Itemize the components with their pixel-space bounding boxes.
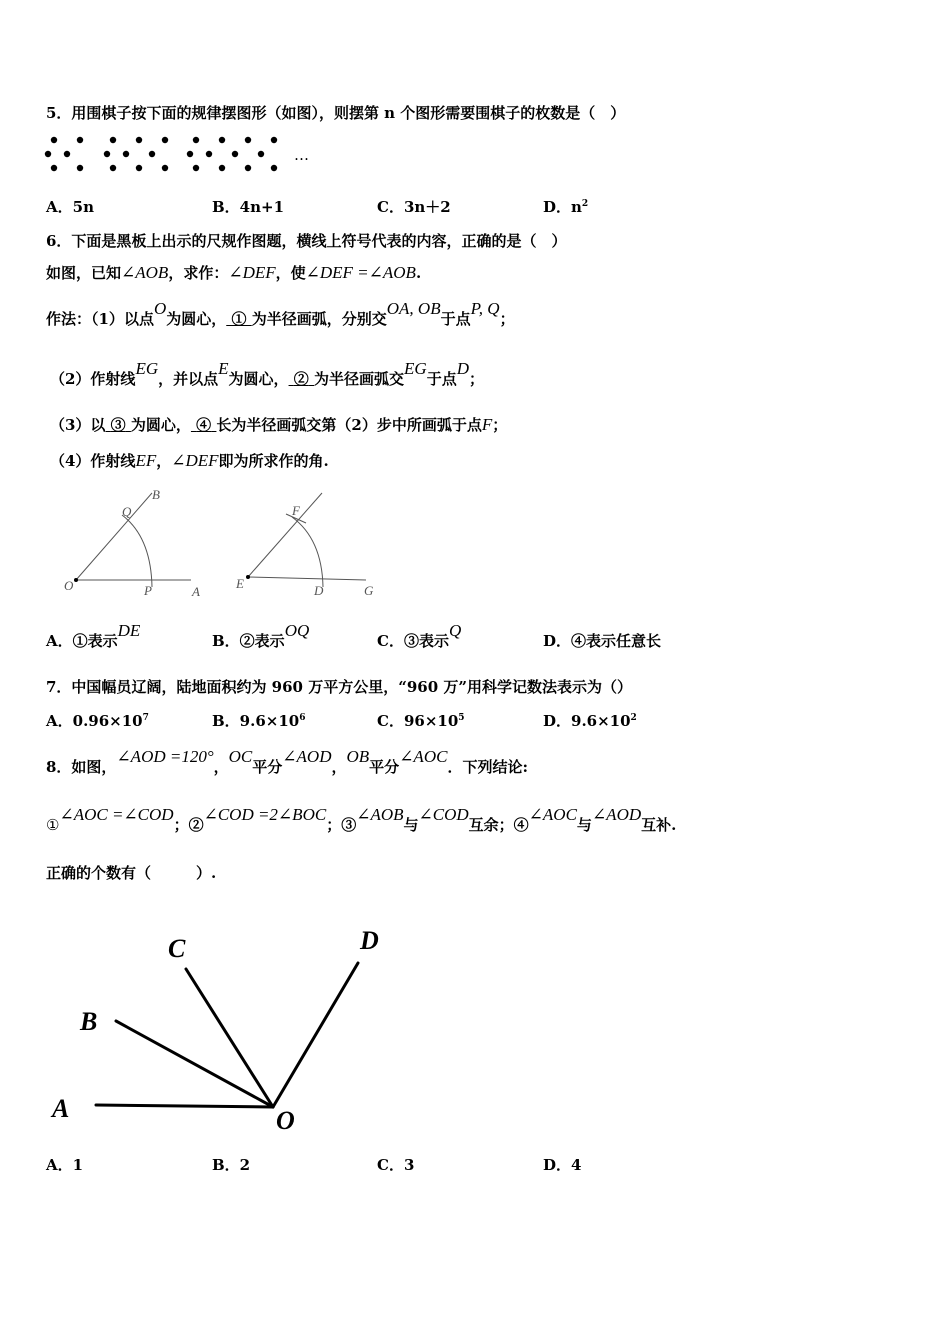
q6-given-mid2: ，使 (275, 264, 306, 282)
q6-step3-a: （3）以 (50, 416, 106, 434)
q6-option-c-math: Q (448, 621, 462, 640)
q7-option-d-text: D．9.6×10 (543, 712, 631, 730)
q8-label-d: D (360, 926, 379, 955)
q6-given-mid: ，求作： (168, 264, 229, 282)
q7-option-a-text: A．0.96×10 (46, 712, 143, 730)
q6-point-o (74, 578, 78, 582)
q8-label-a: A (52, 1094, 70, 1123)
q6-option-a-math: DE (117, 621, 141, 640)
q6-step3-c: 长为半径画弧交第（2）步中所画弧于点 (216, 416, 482, 434)
q8-option-d: D．4 (543, 1156, 582, 1174)
q8-comma2: ， (331, 758, 347, 776)
q8-sep2: ；③ (326, 816, 357, 834)
q6-blank1 (226, 310, 251, 328)
q6-blank4 (191, 416, 216, 434)
q8-c1-num: ① (46, 816, 60, 834)
q6-step4 (50, 450, 329, 471)
q6-option-d: D．④表示任意长 (543, 632, 662, 650)
q6-label-p: P (144, 583, 152, 598)
q6-step2-b: ，并以点 (158, 370, 219, 388)
q6-option-c-text: C．③表示 (377, 632, 449, 650)
q7-stem: 7．中国幅员辽阔，陆地面积约为 960 万平方公里，“960 万”用科学记数法表示为（） (46, 678, 632, 696)
q8-c3b: ∠COD (418, 805, 469, 824)
q6-given-pre: 如图，已知 (46, 264, 122, 282)
q6-step2-d: 为半径画弧交 (314, 370, 405, 388)
q7-option-a (46, 710, 149, 731)
q6-label-q: Q (122, 504, 132, 519)
q8-with1: 与 (403, 816, 419, 834)
q8-option-c: C．3 (377, 1156, 415, 1174)
q6-step2-ray2: EG (404, 359, 427, 378)
q8-question: 正确的个数有（ ）. (46, 864, 217, 882)
q8-rel2: 互补. (641, 816, 677, 834)
q6-label-o: O (64, 578, 74, 593)
q6-step4-c: 即为所求作的角. (218, 452, 329, 470)
q6-given-end: . (415, 264, 422, 282)
q7-option-a-sup: 7 (142, 713, 149, 723)
q6-step2-ray: EG (135, 359, 159, 378)
q6-step1-o: O (153, 299, 167, 318)
q5-stem: 5．用围棋子按下面的规律摆图形（如图），则摆第 n 个图形需要围棋子的枚数是（ ） (46, 104, 626, 122)
q6-label-d: D (314, 583, 324, 598)
q8-option-b: B．2 (212, 1156, 251, 1174)
q6-blank3-text: ③ (110, 416, 126, 434)
q6-step1-c: 为半径画弧，分别交 (251, 310, 387, 328)
q8-aod: ∠AOD =120° (116, 747, 214, 766)
q6-step1 (46, 299, 515, 329)
q6-step3-pt: F (481, 415, 493, 434)
q6-label-g: G (364, 583, 374, 598)
q6-step4-ray: EF (135, 451, 157, 470)
q7-option-b (212, 710, 305, 731)
q8-bisect1: 平分 (252, 758, 283, 776)
q6-step2 (50, 359, 485, 389)
q5-ellipsis: … (294, 146, 309, 164)
q6-option-a (46, 621, 141, 651)
q6-step2-g: ； (469, 370, 485, 388)
q8-rel1: 互余；④ (468, 816, 529, 834)
q7-option-d-sup: 2 (630, 713, 637, 723)
q6-label-b: B (152, 487, 160, 502)
q6-option-c (377, 621, 462, 651)
q5-option-b: B．4n+1 (212, 198, 285, 216)
q7-option-b-sup: 6 (299, 713, 306, 723)
q6-step4-a: （4）作射线 (50, 452, 136, 470)
q6-step1-b: 为圆心， (166, 310, 227, 328)
q6-target-angle: ∠DEF (228, 263, 276, 282)
q6-option-b-text: B．②表示 (212, 632, 285, 650)
q6-option-b (212, 621, 310, 651)
q6-point-e (246, 575, 250, 579)
q5-option-d-text: D．n (543, 198, 582, 216)
q6-label-e: E (236, 576, 244, 591)
q8-ray-oc (186, 969, 273, 1107)
q8-label-o: O (276, 1106, 295, 1135)
q8-c4a: ∠AOC (528, 805, 577, 824)
q6-step3-d: ； (492, 416, 508, 434)
q8-oc: OC (228, 747, 253, 766)
q6-blank2-text: ② (293, 370, 309, 388)
q6-step1-d: 于点 (440, 310, 471, 328)
q8-c2: ∠COD =2∠BOC (203, 805, 327, 824)
q6-step1-pts: P, Q (470, 299, 500, 318)
q6-step3 (50, 414, 507, 435)
q5-option-a: A．5n (46, 198, 94, 216)
q6-step2-e: E (218, 359, 229, 378)
q6-construction-figure (56, 485, 386, 605)
q7-option-b-text: B．9.6×10 (212, 712, 300, 730)
q7-option-c-text: C．96×10 (377, 712, 459, 730)
q6-step1-a: 作法：（1）以点 (46, 310, 154, 328)
q6-label-f: F (292, 503, 300, 518)
q5-option-d-sup: 2 (581, 199, 589, 209)
q6-step2-c: 为圆心， (228, 370, 289, 388)
q6-step4-b: ， (156, 452, 172, 470)
q8-stem (46, 747, 528, 777)
q6-blank3 (105, 416, 130, 434)
q8-option-a: A．1 (46, 1156, 84, 1174)
q8-label-c: C (168, 934, 186, 963)
q7-option-c (377, 710, 465, 731)
q6-given (46, 262, 421, 283)
q6-step1-e: ； (499, 310, 515, 328)
q8-c3a: ∠AOB (356, 805, 404, 824)
q8-with2: 与 (576, 816, 592, 834)
q8-label-b: B (80, 1007, 98, 1036)
q8-aoc: ∠AOC (399, 747, 448, 766)
q6-blank2 (289, 370, 314, 388)
q6-option-a-text: A．①表示 (46, 632, 118, 650)
q6-step3-b: 为圆心， (130, 416, 191, 434)
q8-ob: OB (346, 747, 370, 766)
q6-equality: ∠DEF =∠AOB (305, 263, 416, 282)
q6-step1-rays: OA, OB (386, 299, 441, 318)
q8-bisect2: 平分 (369, 758, 400, 776)
q8-ray-ob (116, 1021, 273, 1107)
q8-sep1: ；② (173, 816, 204, 834)
q6-label-a: A (192, 584, 200, 599)
q6-step2-pt: D (456, 359, 470, 378)
q5-option-d (543, 196, 588, 217)
q6-step2-f: 于点 (426, 370, 457, 388)
q8-c1: ∠AOC =∠COD (59, 805, 174, 824)
q8-aod2: ∠AOD (282, 747, 332, 766)
q8-stem-end: ．下列结论: (447, 758, 528, 776)
q6-blank1-text: ① (231, 310, 247, 328)
q8-stem-a: 8．如图， (46, 758, 117, 776)
q6-stem: 6．下面是黑板上出示的尺规作图题，横线上符号代表的内容，正确的是（ ） (46, 232, 567, 250)
q6-step4-angle: ∠DEF (171, 451, 219, 470)
q8-ray-od (273, 963, 358, 1107)
q7-option-d (543, 710, 637, 731)
q6-step2-a: （2）作射线 (50, 370, 136, 388)
q8-c4b: ∠AOD (591, 805, 642, 824)
q6-blank4-text: ④ (196, 416, 212, 434)
q5-option-c: C．3n＋2 (377, 198, 451, 216)
q8-conclusions (46, 805, 677, 835)
q8-ray-oa (96, 1105, 273, 1107)
q6-option-b-math: OQ (284, 621, 310, 640)
q6-given-angle: ∠AOB (121, 263, 169, 282)
q8-comma1: ， (213, 758, 229, 776)
q7-option-c-sup: 5 (458, 713, 465, 723)
q8-angle-figure (46, 915, 406, 1145)
